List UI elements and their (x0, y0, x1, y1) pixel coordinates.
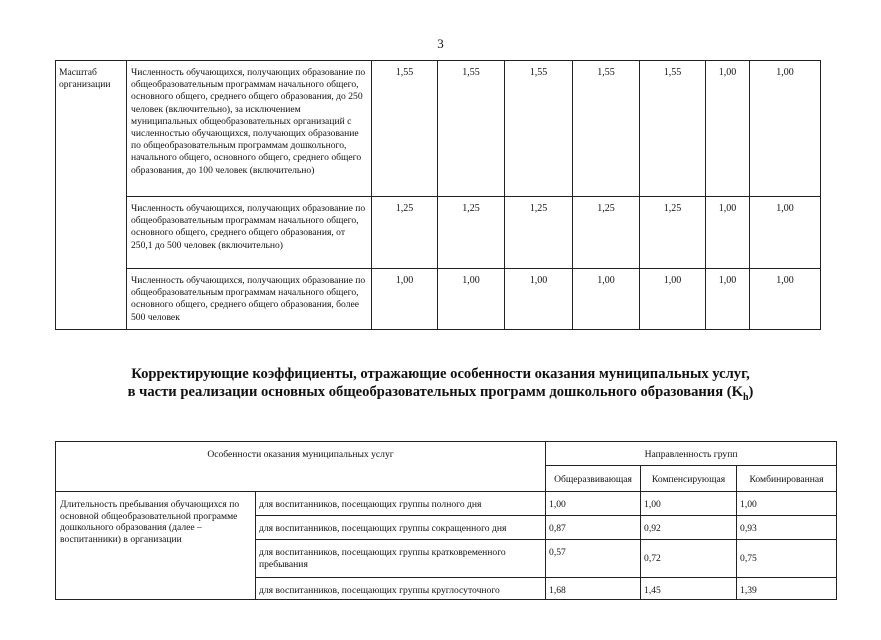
value-cell: 1,55 (372, 61, 438, 197)
value-cell: 1,00 (750, 61, 821, 197)
category-cell-empty (56, 269, 127, 330)
duration-label: Длительность пребывания обучающихся по основной общеобразовательной программе дошкольного образования (далее – воспитанники) в организации (56, 492, 256, 600)
value-cell: 1,45 (641, 578, 737, 600)
value-cell: 1,00 (706, 197, 750, 269)
condition-cell: для воспитанников, посещающих группы сокращенного дня (256, 516, 546, 540)
value-cell: 1,55 (573, 61, 640, 197)
value-cell: 1,00 (706, 61, 750, 197)
value-cell: 1,00 (546, 492, 641, 516)
value-cell: 1,00 (640, 269, 706, 330)
value-cell: 0,87 (546, 516, 641, 540)
features-header: Особенности оказания муниципальных услуг (56, 442, 546, 492)
value-cell: 0,92 (641, 516, 737, 540)
value-cell: 0,57 (546, 540, 641, 578)
description-cell: Численность обучающихся, получающих образование по общеобразовательным программам начального общего, основного общего, среднего общего образования, от 250,1 до 500 человек (включительно) (127, 197, 372, 269)
value-cell: 1,25 (573, 197, 640, 269)
section-heading (0, 365, 881, 407)
condition-cell: для воспитанников, посещающих группы полного дня (256, 492, 546, 516)
condition-cell: для воспитанников, посещающих группы кратковременного пребывания (256, 540, 546, 578)
page-number: 3 (437, 36, 444, 51)
value-cell: 0,72 (641, 540, 737, 578)
preschool-coefficients-table (55, 441, 837, 600)
value-cell: 1,00 (573, 269, 640, 330)
group-header: Компенсирующая (641, 466, 737, 492)
group-header: Комбинированная (737, 466, 837, 492)
value-cell: 1,00 (641, 492, 737, 516)
value-cell: 1,25 (372, 197, 438, 269)
table-row (56, 61, 821, 197)
value-cell: 1,55 (640, 61, 706, 197)
group-header: Общеразвивающая (546, 466, 641, 492)
category-cell: Масштаб организации (56, 61, 127, 197)
category-cell-empty (56, 197, 127, 269)
value-cell: 1,25 (640, 197, 706, 269)
value-cell: 1,00 (505, 269, 573, 330)
value-cell: 1,55 (438, 61, 505, 197)
scale-coefficients-table (55, 60, 821, 330)
value-cell: 1,55 (505, 61, 573, 197)
heading-line-2: в части реализации основных общеобразовательных программ дошкольного образования $(K_h)$ (127, 384, 754, 403)
value-cell: 1,25 (505, 197, 573, 269)
value-cell: 1,39 (737, 578, 837, 600)
header-row (56, 442, 837, 466)
description-cell: Численность обучающихся, получающих образование по общеобразовательным программам начального общего, основного общего, среднего общего образования, более 500 человек (127, 269, 372, 330)
value-cell: 1,68 (546, 578, 641, 600)
value-cell: 1,00 (750, 197, 821, 269)
description-cell: Численность обучающихся, получающих образование по общеобразовательным программам начального общего, основного общего, среднего общего образования, до 250 человек (включительно), за исключением муниципальных общеобразовательных организаций с численностью обучающихся, получающих образование по общеобразовательным программам дошкольного, начального общего, основного общего, среднего общего образования, до 100 человек (включительно) (127, 61, 372, 197)
table-row (56, 197, 821, 269)
value-cell: 1,00 (750, 269, 821, 330)
condition-cell: для воспитанников, посещающих группы круглосуточного (256, 578, 546, 600)
value-cell: 1,00 (706, 269, 750, 330)
value-cell: 0,93 (737, 516, 837, 540)
value-cell: 1,00 (372, 269, 438, 330)
value-cell: 1,00 (737, 492, 837, 516)
value-cell: 1,25 (438, 197, 505, 269)
table-row (56, 492, 837, 516)
heading-line-1: Корректирующие коэффициенты, отражающие особенности оказания муниципальных услуг, (131, 366, 750, 382)
value-cell: 0,75 (737, 540, 837, 578)
table-row (56, 269, 821, 330)
value-cell: 1,00 (438, 269, 505, 330)
direction-header: Направленность групп (546, 442, 837, 466)
